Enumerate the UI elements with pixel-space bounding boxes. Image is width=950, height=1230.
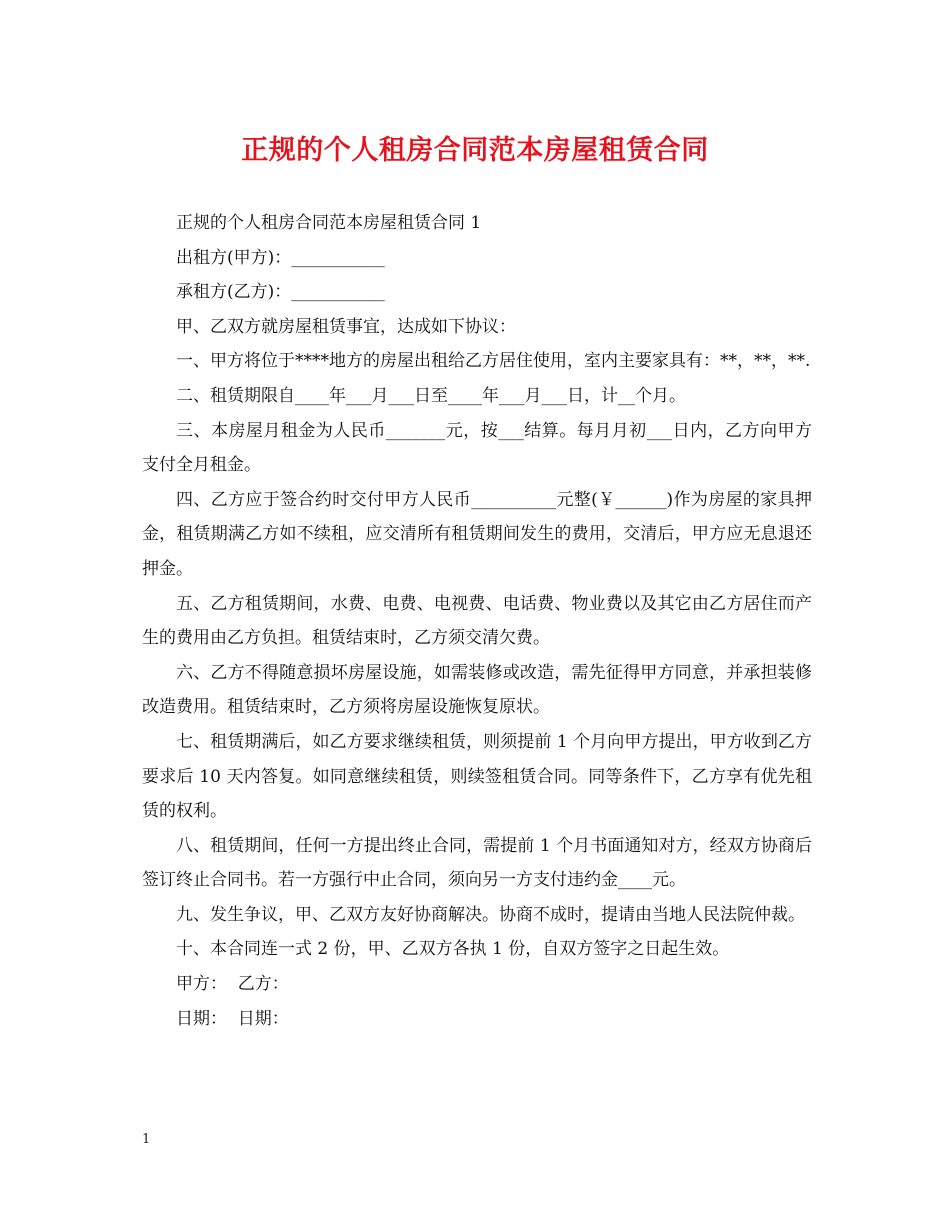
- paragraph-clause-6: 六、乙方不得随意损坏房屋设施，如需装修或改造，需先征得甲方同意，并承担装修改造费用。租赁结束时，乙方须将房屋设施恢复原状。: [142, 662, 812, 718]
- document-body: [142, 206, 812, 1036]
- paragraph-lessor: 出租方(甲方)：___________: [176, 247, 385, 268]
- paragraph-dates: 日期： 日期：: [176, 1008, 289, 1029]
- document-title: 正规的个人租房合同范本房屋租赁合同: [241, 135, 709, 166]
- paragraph-clause-9: 九、发生争议，甲、乙双方友好协商解决。协商不成时，提请由当地人民法院仲裁。: [176, 904, 805, 925]
- paragraph-clause-10: 十、本合同连一式 2 份，甲、乙双方各执 1 份，自双方签字之日起生效。: [176, 939, 730, 960]
- paragraph-agreement-intro: 甲、乙双方就房屋租赁事宜，达成如下协议：: [176, 316, 516, 337]
- paragraph-clause-2: 二、租赁期限自____年___月___日至____年___月___日，计__个月。: [176, 385, 686, 406]
- paragraph-signatures: 甲方： 乙方：: [176, 974, 289, 995]
- paragraph-clause-7: 七、租赁期满后，如乙方要求继续租赁，则须提前 1 个月向甲方提出，甲方收到乙方要求后 10 天内答复。如同意继续租赁，则续签租赁合同。同等条件下，乙方享有优先租赁的权利。: [142, 731, 812, 822]
- paragraph-lessee: 承租方(乙方)：___________: [176, 282, 385, 303]
- paragraph-contract-heading: 正规的个人租房合同范本房屋租赁合同 1: [176, 213, 482, 233]
- page-number: 1: [142, 1132, 151, 1147]
- paragraph-clause-1: 一、甲方将位于****地方的房屋出租给乙方居住使用，室内主要家具有：**，**，**.: [176, 351, 811, 372]
- paragraph-clause-3: 三、本房屋月租金为人民币_______元，按___结算。每月月初___日内，乙方向甲方支付全月租金。: [142, 420, 812, 476]
- paragraph-clause-4: 四、乙方应于签合约时交付甲方人民币__________元整(￥______)作为房屋的家具押金，租赁期满乙方如不续租，应交清所有租赁期间发生的费用，交清后，甲方应无息退还押金。: [142, 489, 812, 579]
- paragraph-clause-8: 八、租赁期间，任何一方提出终止合同，需提前 1 个月书面通知对方，经双方协商后签订终止合同书。若一方强行中止合同，须向另一方支付违约金____元。: [142, 835, 812, 891]
- paragraph-clause-5: 五、乙方租赁期间，水费、电费、电视费、电话费、物业费以及其它由乙方居住而产生的费用由乙方负担。租赁结束时，乙方须交清欠费。: [142, 593, 812, 649]
